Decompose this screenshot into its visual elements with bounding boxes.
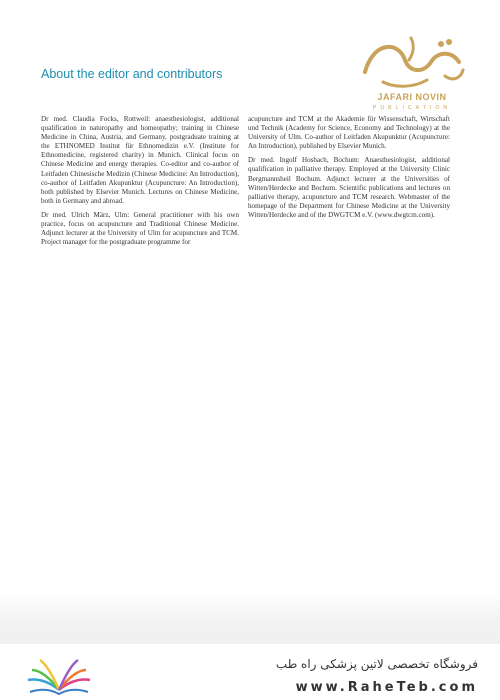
publisher-logo [353,32,471,124]
publisher-name: JAFARI NOVIN [377,92,447,102]
right-column [248,115,450,225]
open-book-icon [24,654,94,696]
publisher-subtitle: PUBLICATION [372,105,452,111]
calligraphy-emblem-icon [353,32,471,94]
store-title: فروشگاه تخصصی لاتین پزشکی راه طب [275,657,478,671]
bio-paragraph: Dr med. Ingolf Hosbach, Bochum: Anaesthesiologist, additional qualification in palliative therapy. Employed at the University Clinic Bergmannsheil Bochum. Adjunct lecturer at the Universities of Witten/Herdecke and Bochum. Scientific publications and lectures on palliative therapy, acupuncture and TCM research. Webmaster of the homepage of the Department for Chinese Medicine at the University Witten/Herdecke and of the DWGTCM e.V. (www.dwgtcm.com). [248,156,450,219]
bio-paragraph: Dr med. Claudia Focks, Rottweil: anaesthesiologist, additional qualification in naturopathy and homeopathy; training in Chinese Medicine in China, Austria, and Germany, postgraduate training at the ETHNOMED Institut für Ethnomedizin e.V. (Institute for Ethnomedicine, registered charity) in Munich. Clinical focus on Chinese Medicine and energy therapies. Co-editor and co-author of Leitfaden Chinesische Medizin (Chinese Medicine: An Introduction), co-author of Leitfaden Akupunktur (Acupuncture: An Introduction), both published by Elsevier Munich. Lectures on Chinese Medicine, both in Germany and abroad. [41,115,239,205]
section-heading: About the editor and contributors [41,67,223,81]
store-url[interactable]: www.RaheTeb.com [295,680,478,695]
bio-paragraph: Dr med. Ulrich März, Ulm: General practitioner with his own practice, focus on acupuncture and Traditional Chinese Medicine. Adjunct lecturer at the University of Ulm for acupuncture and TCM. Project manager for the postgraduate programme for [41,210,239,247]
bio-paragraph: acupuncture and TCM at the Akademie für Wissenschaft, Wirtschaft und Technik (Academy for Science, Economy and Technology) at the University of Ulm. Co-author of Leitfaden Akupunktur (Acupuncture: An Introduction), published by Elsevier Munich. [248,115,450,151]
left-column [41,115,239,252]
